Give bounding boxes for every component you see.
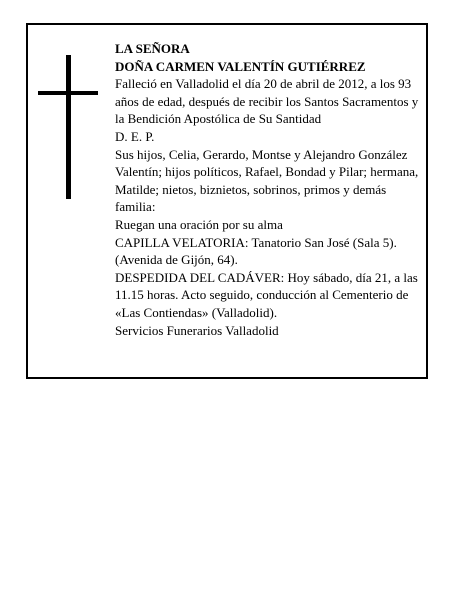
family-list: Sus hijos, Celia, Gerardo, Montse y Alejandro González Valentín; hijos políticos, Rafael, Bondad y Pilar; hermana, Matilde; nietos, biznietos, sobrinos, primos y demás familia:	[115, 146, 419, 215]
obituary-notice	[26, 23, 428, 379]
notice-text	[115, 40, 423, 339]
cross-vertical-bar	[66, 55, 71, 199]
death-details: Falleció en Valladolid el día 20 de abril de 2012, a los 93 años de edad, después de recibir los Santos Sacramentos y la Bendición Apostólica de Su Santidad	[115, 76, 419, 127]
wake-chapel-info: CAPILLA VELATORIA: Tanatorio San José (Sala 5). (Avenida de Gijón, 64).	[115, 234, 397, 268]
deceased-name: DOÑA CARMEN VALENTÍN GUTIÉRREZ	[115, 58, 366, 74]
notice-heading-title: LA SEÑORA	[115, 41, 190, 56]
funeral-services-provider: Servicios Funerarios Valladolid	[115, 322, 279, 338]
rip-abbreviation: D. E. P.	[115, 128, 155, 144]
cross-horizontal-bar	[38, 91, 98, 95]
prayer-request: Ruegan una oración por su alma	[115, 216, 283, 232]
latin-cross-icon	[38, 55, 98, 199]
funeral-farewell-info: DESPEDIDA DEL CADÁVER: Hoy sábado, día 21, a las 11.15 horas. Acto seguido, conducción al Cementerio de «Las Contiendas» (Valladolid).	[115, 269, 418, 320]
